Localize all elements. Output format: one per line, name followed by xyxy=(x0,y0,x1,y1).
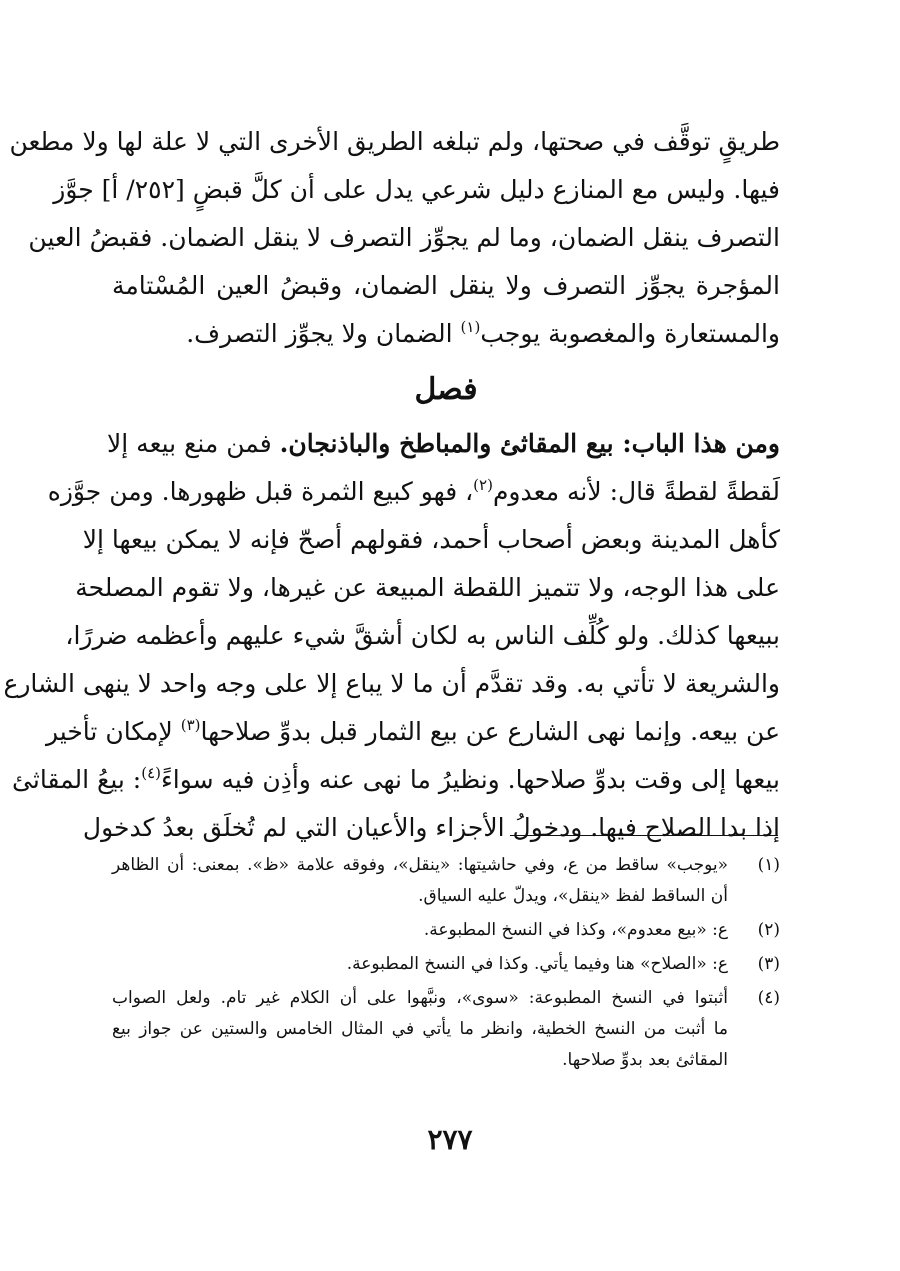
line-text: فمن منع بيعه إلا xyxy=(107,429,280,458)
footnote-line: ع: «الصلاح» هنا وفيما يأتي. وكذا في النسخ المطبوعة. xyxy=(346,954,728,974)
text-line xyxy=(107,420,780,468)
line-text: : بيعُ المقاثئ xyxy=(12,765,142,794)
line-text: والمستعارة والمغصوبة يوجب xyxy=(480,319,780,348)
footnote-line: «يوجب» ساقط من ع، وفي حاشيتها: «ينقل»، وفوقه علامة «ظ». بمعنى: أن الظاهر xyxy=(112,855,728,875)
text-line: كأهل المدينة وبعض أصحاب أحمد، فقولهم أصحّ فإنه لا يمكن بيعها إلا xyxy=(82,525,780,554)
footnote-line: ما أثبت من النسخ الخطية، وانظر ما يأتي في المثال الخامس والستين عن جواز بيع xyxy=(112,1019,728,1039)
text-line: التصرف ينقل الضمان، وما لم يجوِّز التصرف لا ينقل الضمان. فقبضُ العين xyxy=(28,223,780,252)
footnote-number: (٢) xyxy=(757,920,780,940)
text-line: فيها. وليس مع المنازع دليل شرعي يدل على أن كلَّ قبضٍ [٢٥٢/ أ] جوَّز xyxy=(53,175,780,204)
text-line: إذا بدا الصلاح فيها. ودخولُ الأجزاء والأعيان التي لم تُخلَق بعدُ كدخول xyxy=(82,813,780,842)
footnote-separator xyxy=(510,835,778,836)
footnote-ref: (١) xyxy=(460,318,481,336)
paragraph-1 xyxy=(9,118,780,358)
text-line: ببيعها كذلك. ولو كُلِّف الناس به لكان أشقَّ شيء عليهم وأعظمه ضررًا، xyxy=(65,621,780,650)
line-text: عن بيعه. وإنما نهى الشارع عن بيع الثمار قبل بدوِّ صلاحها xyxy=(200,717,780,746)
line-text: لإمكان تأخير xyxy=(46,717,181,746)
section-heading: فصل xyxy=(414,372,478,407)
text-line xyxy=(12,756,780,804)
footnote-number: (١) xyxy=(757,855,780,875)
text-line xyxy=(46,708,780,756)
footnote-line: أن الساقط لفظ «ينقل»، ويدلّ عليه السياق. xyxy=(418,886,728,906)
footnote-number: (٣) xyxy=(757,954,780,974)
lead-phrase: ومن هذا الباب: بيع المقاثئ والمباطخ والباذنجان. xyxy=(279,429,780,458)
text-line: والشريعة لا تأتي به. وقد تقدَّم أن ما لا يباع إلا على وجه واحد لا ينهى الشارع xyxy=(3,669,780,698)
text-line xyxy=(47,468,780,516)
text-line xyxy=(112,310,780,358)
footnote-ref: (٢) xyxy=(473,476,493,494)
paragraph-2 xyxy=(3,420,780,852)
text-line: طريقٍ توقَّف في صحتها، ولم تبلغه الطريق الأخرى التي لا علة لها ولا مطعن xyxy=(9,127,780,156)
footnote-4 xyxy=(112,983,780,1076)
footnote-1 xyxy=(112,850,780,912)
line-text: ، فهو كبيع الثمرة قبل ظهورها. ومن جوَّزه xyxy=(47,477,474,506)
footnote-line: المقاثئ بعد بدوِّ صلاحها. xyxy=(562,1050,728,1070)
footnote-number: (٤) xyxy=(757,988,780,1008)
footnote-ref: (٤) xyxy=(141,764,162,782)
footnote-2 xyxy=(112,915,780,946)
text-line: على هذا الوجه، ولا تتميز اللقطة المبيعة عن غيرها، ولا تقوم المصلحة xyxy=(75,573,780,602)
footnote-3 xyxy=(112,949,780,980)
line-text: الضمان ولا يجوِّز التصرف. xyxy=(186,319,461,348)
text-line: المؤجرة يجوِّز التصرف ولا ينقل الضمان، وقبضُ العين المُسْتامة xyxy=(112,271,780,300)
line-text: بيعها إلى وقت بدوِّ صلاحها. ونظيرُ ما نهى عنه وأذِن فيه سواءً xyxy=(161,765,780,794)
page-number: ٢٧٧ xyxy=(427,1123,473,1156)
footnote-ref: (٣) xyxy=(180,716,201,734)
footnote-line: أثبتوا في النسخ المطبوعة: «سوى»، ونبَّهوا على أن الكلام غير تام. ولعل الصواب xyxy=(112,988,728,1008)
main-text xyxy=(3,118,780,852)
footnotes xyxy=(112,850,780,1079)
line-text: لَقطةً لقطةً قال: لأنه معدوم xyxy=(492,477,780,506)
footnote-line: ع: «بيع معدوم»، وكذا في النسخ المطبوعة. xyxy=(423,920,728,940)
